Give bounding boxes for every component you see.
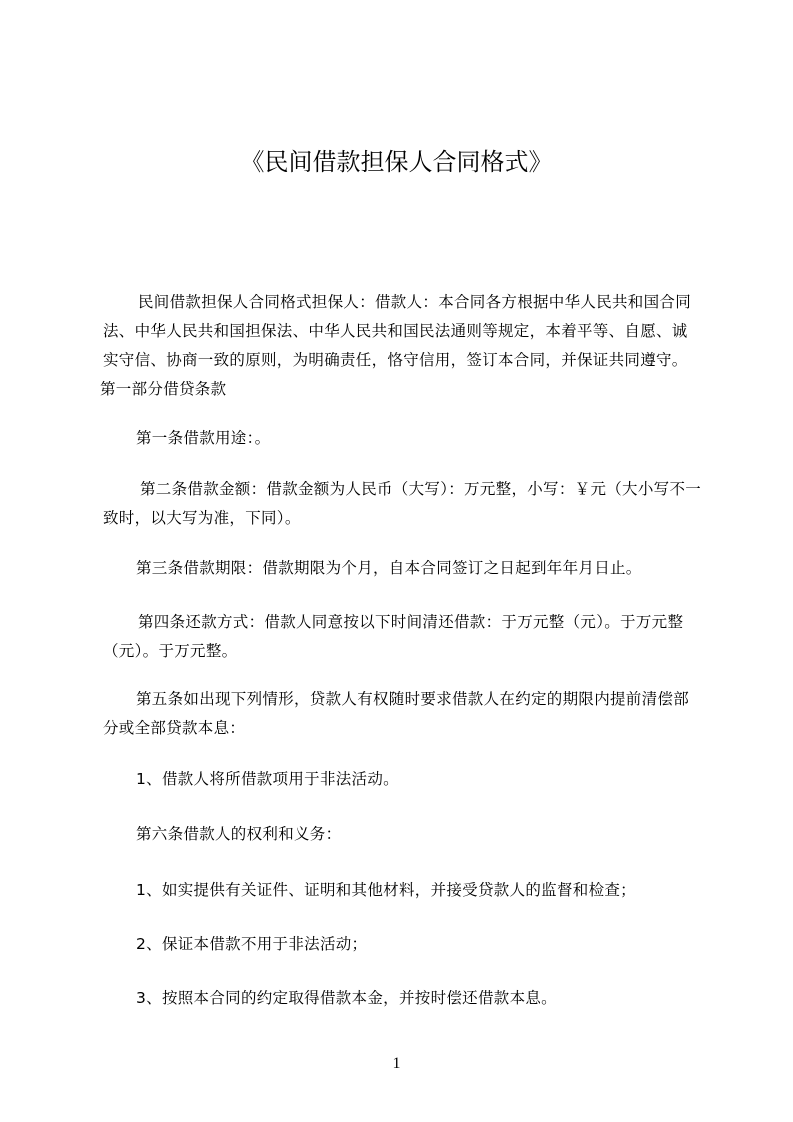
paragraph-line: 2、保证本借款不用于非法活动； bbox=[136, 935, 368, 953]
page-number: 1 bbox=[392, 1055, 401, 1072]
paragraph-line: 第一条借款用途：。 bbox=[136, 429, 271, 447]
paragraph-line: （元）。于万元整。 bbox=[103, 642, 238, 660]
page-title: 《民间借款担保人合同格式》 bbox=[240, 148, 553, 176]
paragraph-line: 致时，以大写为准，下同）。 bbox=[103, 509, 301, 527]
paragraph-line: 第一部分借贷条款 bbox=[100, 380, 227, 398]
paragraph-line: 第五条如出现下列情形，贷款人有权随时要求借款人在约定的期限内提前清偿部 bbox=[136, 690, 690, 708]
paragraph-line: 民间借款担保人合同格式担保人：借款人：本合同各方根据中华人民共和国合同 bbox=[138, 293, 692, 311]
paragraph-line: 1、如实提供有关证件、证明和其他材料，并接受贷款人的监督和检查； bbox=[136, 881, 636, 899]
paragraph-line: 第二条借款金额：借款金额为人民币（大写）：万元整，小写：￥元（大小写不一 bbox=[140, 480, 702, 498]
paragraph-line: 第三条借款期限：借款期限为个月，自本合同签订之日起到年年月日止。 bbox=[136, 559, 642, 577]
paragraph-line: 3、按照本合同的约定取得借款本金，并按时偿还借款本息。 bbox=[136, 989, 557, 1007]
paragraph-line: 第六条借款人的权利和义务： bbox=[136, 825, 342, 843]
paragraph-line: 分或全部贷款本息： bbox=[103, 719, 246, 737]
paragraph-line: 法、中华人民共和国担保法、中华人民共和国民法通则等规定，本着平等、自愿、诚 bbox=[103, 322, 688, 340]
paragraph-line: 1、借款人将所借款项用于非法活动。 bbox=[136, 770, 399, 788]
paragraph-line: 第四条还款方式：借款人同意按以下时间清还借款：于万元整（元）。于万元整 bbox=[138, 613, 684, 631]
paragraph-line: 实守信、协商一致的原则，为明确责任，恪守信用，签订本合同，并保证共同遵守。 bbox=[103, 351, 688, 369]
